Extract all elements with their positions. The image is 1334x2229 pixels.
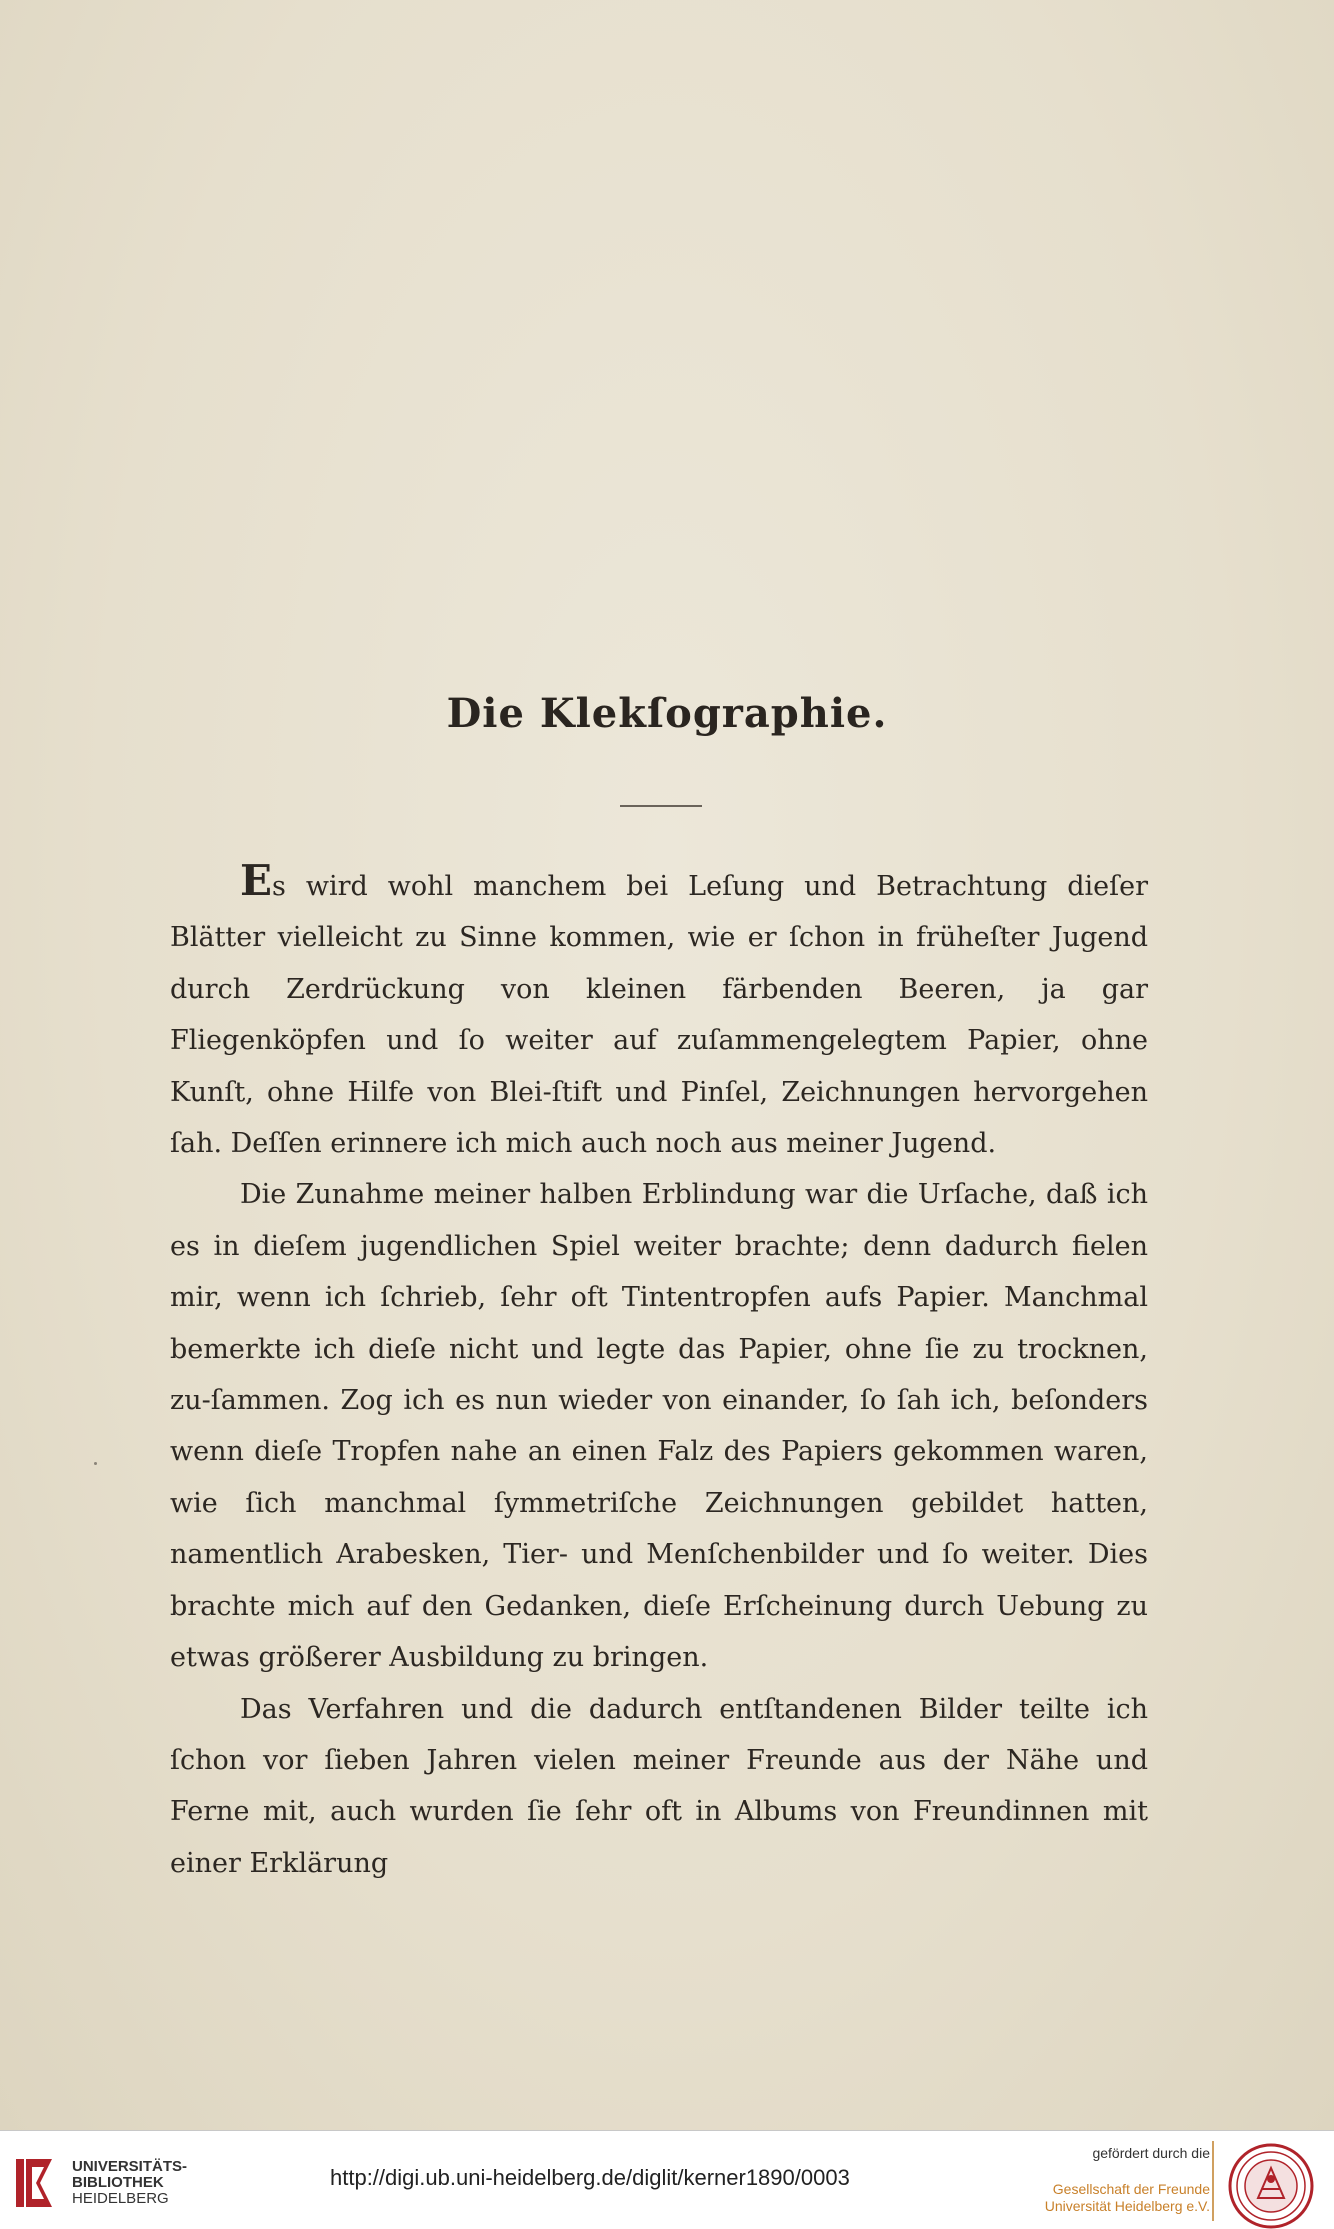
paragraph-1 (170, 855, 1148, 1169)
library-name[interactable] (72, 2159, 187, 2207)
drop-cap: E (240, 856, 273, 905)
body-text (170, 855, 1148, 1889)
footer-separator (1212, 2141, 1214, 2221)
sponsor-label: gefördert durch die (1092, 2145, 1210, 2161)
sponsor-block[interactable] (1030, 2145, 1210, 2215)
permalink-url[interactable]: http://digi.ub.uni-heidelberg.de/diglit/kerner1890/0003 (330, 2165, 850, 2190)
library-line-1: UNIVERSITÄTS- (72, 2158, 188, 2175)
library-line-2: BIBLIOTHEK (72, 2174, 164, 2191)
paragraph-3: Das Verfahren und die dadurch entſtandenen Bilder teilte ich ſchon vor ſieben Jahren vielen meiner Freunde aus der Nähe und Ferne mit, auch wurden ſie ſehr oft in Albums von Freundinnen mit einer Erklärung (170, 1693, 1148, 1879)
footer-bar (0, 2130, 1334, 2229)
ub-logo-icon[interactable] (12, 2153, 62, 2213)
paragraph-1-text: s wird wohl manchem bei Leſung und Betrachtung dieſer Blätter vielleicht zu Sinne kommen, wie er ſchon in früheſter Jugend durch Zerdrückung von kleinen färbenden Beeren, ja gar Fliegenköpfen und ſo weiter auf zuſammengelegtem Papier, ohne Kunſt, ohne Hilfe von Blei-ſtift und Pinſel, Zeichnungen hervorgehen ſah. Deſſen erinnere ich mich auch noch aus meiner Jugend. (170, 871, 1148, 1160)
university-seal-icon[interactable] (1228, 2143, 1314, 2229)
paper-speck (94, 1462, 97, 1465)
page-title: Die Klekſographie. (446, 690, 888, 737)
library-line-3: HEIDELBERG (72, 2190, 169, 2207)
sponsor-name (1030, 2181, 1210, 2215)
title-divider (620, 805, 702, 807)
sponsor-line-2: Universität Heidelberg e.V. (1044, 2198, 1210, 2214)
paragraph-2: Die Zunahme meiner halben Erblindung war die Urſache, daß ich es in dieſem jugendlichen Spiel weiter brachte; denn dadurch fielen mir, wenn ich ſchrieb, ſehr oft Tintentropfen aufs Papier. Manchmal bemerkte ich dieſe nicht und legte das Papier, ohne ſie zu trocknen, zu-ſammen. Zog ich es nun wieder von einander, ſo ſah ich, beſonders wenn dieſe Tropfen nahe an einen Falz des Papiers gekommen waren, wie ſich manchmal ſymmetriſche Zeichnungen gebildet hatten, namentlich Arabesken, Tier- und Menſchenbilder und ſo weiter. Dies brachte mich auf den Gedanken, dieſe Erſcheinung durch Uebung zu etwas größerer Ausbildung zu bringen. (170, 1179, 1148, 1674)
sponsor-line-1: Gesellschaft der Freunde (1052, 2181, 1210, 2197)
